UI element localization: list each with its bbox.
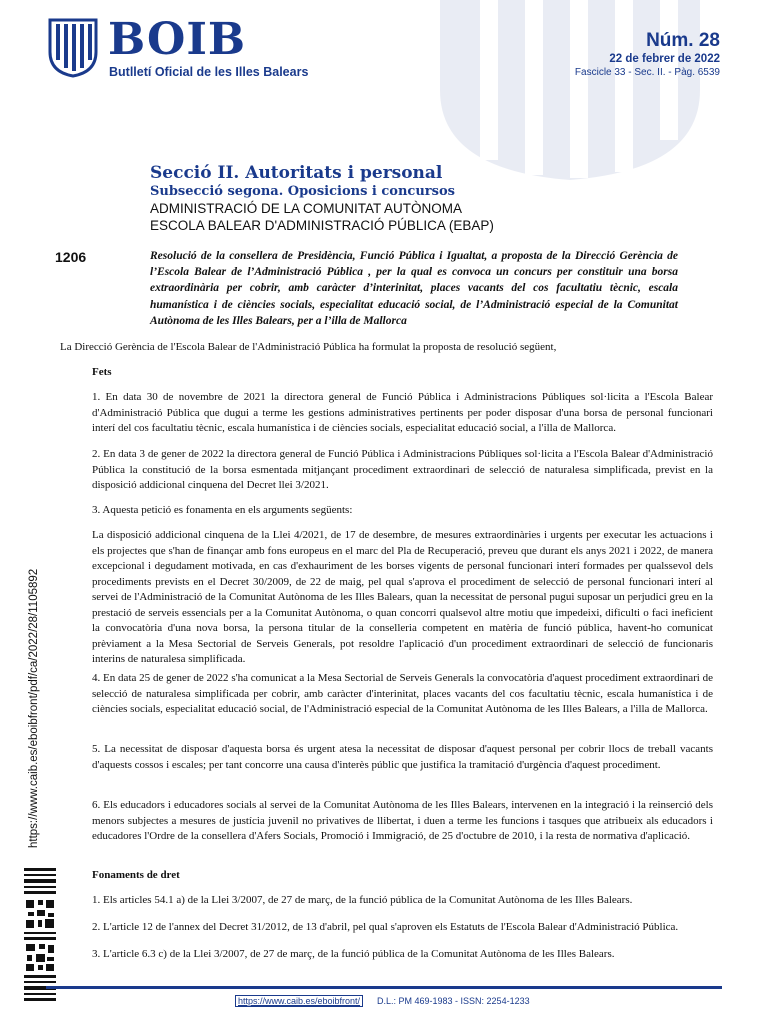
side-document-url[interactable]: https://www.caib.es/eboibfront/pdf/ca/2022/28/1105892: [28, 568, 40, 848]
paragraph-3-detail: La disposició addicional cinquena de la Llei 4/2021, de 17 de desembre, de mesures extraordinàries i urgents per executar les actuacions i els projectes que s'han de finançar amb fons europeus en el marc del Pla de Recuperació, preveu que durant els anys 2021 i 2022, de manera excepcional i degudament motivada, en cas d'exhauriment de les borses vigents de personal funcionari interí formades per qualssevol dels procediments prevists en el Decret 30/2009, de 22 de maig, pel qual s'aprova el procediment de selecció de personal funcionari interí al servei de l'Administració de la Comunitat Autònoma de les Illes Balears, quan la necessitat de personal pugui suposar un perjudici greu en la prestació de serveis essencials per a la Comunitat Autònoma, o quan concorri qualsevol altre motiu que impedeixi, dificulti o faci ineficient la convocatòria d'una nova borsa, la persona titular de la conselleria competent en matèria de funció pública, havent-ho comunicat prèviament a la Mesa Sectorial de Serveis Generals, pot resoldre l'aplicació d'un procediment extraordinari de selecció de funcionaris interins de naturalesa simplificada.: [92, 529, 713, 665]
watermark-shield-icon: [360, 0, 768, 180]
organization-line-1: ADMINISTRACIÓ DE LA COMUNITAT AUTÒNOMA: [150, 201, 463, 216]
document-number: 1206: [55, 249, 87, 265]
paragraph-3: 3. Aquesta petició es fonamenta en els arguments següents:: [92, 504, 353, 516]
fonaments-heading: Fonaments de dret: [92, 869, 180, 881]
brand-subtitle: Butlletí Oficial de les Illes Balears: [109, 65, 309, 79]
fets-heading: Fets: [92, 366, 112, 378]
subsection-title: Subsecció segona. Oposicions i concursos: [150, 184, 455, 199]
shield-stripes-icon: [47, 18, 99, 78]
paragraph-2: 2. En data 3 de gener de 2022 la directora general de Funció Pública i Administracions Públiques sol·licita a l'Escola Balear d'Administració Pública la constitució de la borsa esmentada mitjançant procediment extraordinari de selecció de naturalesa simplificada, previst en la disposició addicional cinquena del Decret llei 3/2021.: [92, 448, 713, 491]
footer-divider: [46, 986, 722, 989]
footer-legal-info: D.L.: PM 469-1983 - ISSN: 2254-1233: [377, 996, 530, 1006]
paragraph-5: 5. La necessitat de disposar d'aquesta borsa és urgent atesa la necessitat de disposar d'aquest personal per cobrir llocs de treball vacants d'aquests cossos i escales; per tant concorre una causa d'interès públic que justifica la tramitació d'urgència d'aquest procediment.: [92, 743, 713, 771]
brand-logo-text: BOIB: [108, 14, 247, 65]
footer-link[interactable]: https://www.caib.es/eboibfront/: [235, 995, 363, 1007]
resolution-title: Resolució de la consellera de Presidència, Funció Pública i Igualtat, a proposta de la Direcció Gerència de l’Escola Balear de l’Administració Pública , per la qual es convoca un concurs per constituir una borsa extraordinària per cobrir, amb caràcter d’interinitat, places vacants del cos facultatiu tècnic, escala humanística i de ciències socials, especialitat educació social, de l’Administració especial de la Comunitat Autònoma de les Illes Balears, per a l’illa de Mallorca: [150, 250, 678, 327]
issue-date: 22 de febrer de 2022: [609, 53, 720, 65]
paragraph-4: 4. En data 25 de gener de 2022 s'ha comunicat a la Mesa Sectorial de Serveis Generals la convocatòria d'aquest procediment extraordinari de selecció de naturalesa simplificada per cobrir, amb caràcter d'interinitat, places vacants del cos facultatiu tècnic, escala humanística i de ciències socials, especialitat educació social, de l'Administració especial de la Comunitat Autònoma de les Illes Balears, a l'illa de Mallorca.: [92, 672, 713, 715]
intro-paragraph: La Direcció Gerència de l'Escola Balear de l'Administració Pública ha formulat la proposta de resolució següent,: [60, 341, 557, 353]
barcode-icon: [24, 868, 56, 1004]
fonament-2: 2. L'article 12 de l'annex del Decret 31/2012, de 13 d'abril, pel qual s'aproven els Estatuts de l'Escola Balear d'Administració Pública.: [92, 921, 679, 933]
fonament-1: 1. Els articles 54.1 a) de la Llei 3/2007, de 27 de març, de la funció pública de la Comunitat Autònoma de les Illes Balears.: [92, 894, 633, 906]
organization-line-2: ESCOLA BALEAR D'ADMINISTRACIÓ PÚBLICA (EBAP): [150, 218, 494, 233]
section-title: Secció II. Autoritats i personal: [150, 163, 443, 183]
issue-number: Núm. 28: [646, 30, 720, 51]
fascicle-info: Fascicle 33 - Sec. II. - Pàg. 6539: [574, 67, 720, 78]
paragraph-6: 6. Els educadors i educadores socials al servei de la Comunitat Autònoma de les Illes Balears, intervenen en la integració i la reinserció dels menors subjectes a mesures de justícia juvenil no privatives de llibertat, i duen a terme les funcions i tasques que atribueix als educadors i educadores l'Ordre de la consellera d'Afers Socials, Promoció i Immigració, de 25 d'octubre de 2010, i la resta de normativa d'aplicació.: [92, 799, 713, 842]
fonament-3: 3. L'article 6.3 c) de la Llei 3/2007, de 27 de març, de la funció pública de la Comunitat Autònoma de les Illes Balears.: [92, 948, 615, 960]
paragraph-1: 1. En data 30 de novembre de 2021 la directora general de Funció Pública i Administracions Públiques sol·licita a l'Escola Balear d'Administració Pública que dugui a terme les gestions administratives pertinents per poder disposar d'una borsa de personal funcionari interí del cos facultatiu tècnic, escala humanística i de ciències socials, especialitat educació social, a l'illa de Mallorca.: [92, 391, 713, 434]
